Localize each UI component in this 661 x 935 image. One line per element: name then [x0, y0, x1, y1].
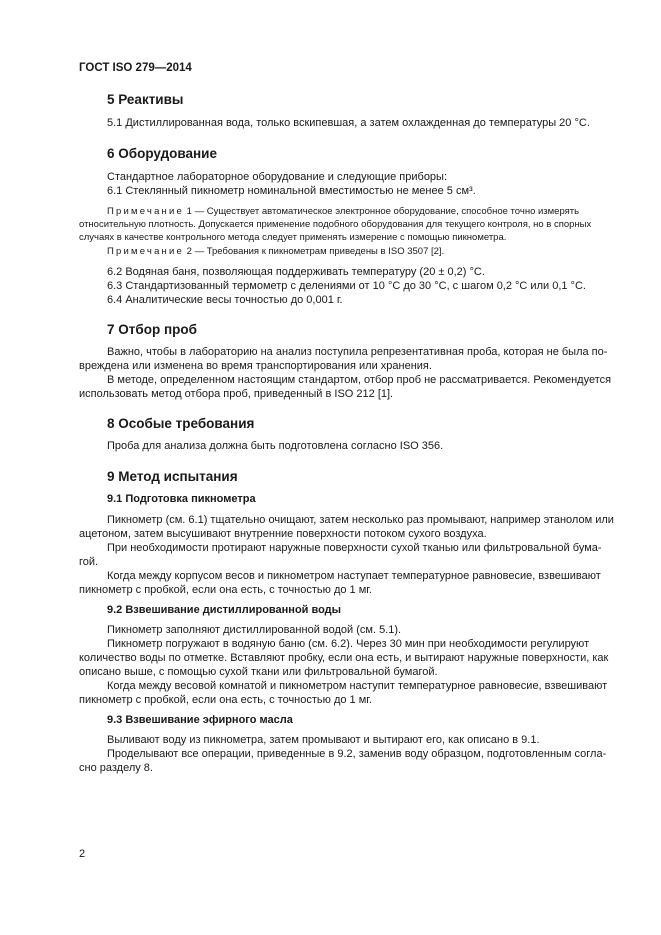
section-6-2-text: 6.2 Водяная баня, позволяющая поддерживать температуру (20 ± 0,2) °С. — [107, 266, 485, 278]
s91-para-c-line-1: Когда между корпусом весов и пикнометром наступает температурное равновесие, взвешивают — [107, 570, 601, 582]
s92-para-b-line-2: количество воды по отметке. Вставляют пробку, если она есть, и вытирают наружные поверхности, как — [79, 652, 609, 664]
section-5-1-text: 5.1 Дистиллированная вода, только вскипевшая, а затем охлажденная до температуры 20 °С. — [107, 117, 590, 129]
section-6-intro: Стандартное лабораторное оборудование и следующие приборы: — [107, 171, 448, 183]
section-7-heading: 7 Отбор проб — [107, 322, 197, 337]
section-8-text: Проба для анализа должна быть подготовлена согласно ISO 356. — [107, 440, 444, 452]
s91-para-c-line-2: пикнометр с пробкой, если она есть, с точностью до 1 мг. — [79, 584, 372, 596]
section-6-1-text: 6.1 Стеклянный пикнометр номинальной вместимостью не менее 5 см³. — [107, 185, 476, 197]
s92-para-c-line-1: Когда между весовой комнатой и пикнометром наступит температурное равновесие, взвешивают — [107, 680, 608, 692]
section-7-para-2-line-1: В методе, определенном настоящим стандартом, отбор проб не рассматривается. Рекомендуется — [107, 374, 612, 386]
note-2-text: 2 — Требования к пикнометрам приведены в ISO 3507 [2]. — [186, 246, 445, 257]
section-7-para-1-line-2: вреждена или изменена во время транспортирования или хранения. — [79, 360, 432, 372]
section-9-heading: 9 Метод испытания — [107, 469, 238, 484]
page-number: 2 — [79, 848, 86, 860]
document-code: ГОСТ ISO 279—2014 — [79, 62, 192, 74]
note-1-line-2: относительную плотность. Допускается применение подобного оборудования для текущего контроля, но в спорных — [79, 219, 592, 230]
note-1-line-1 — [107, 206, 579, 217]
text-run: Важно, чтобы в лабораторию на анализ поступила репрезентативная проба, которая не была по- — [107, 346, 608, 358]
note-1-label: Примечание — [107, 206, 184, 217]
note-1-line-3: случаях в качестве контрольного метода следует применять измерение с помощью пикнометра. — [79, 232, 507, 243]
section-6-heading: 6 Оборудование — [107, 146, 217, 161]
s92-para-b-line-3: описано выше, с помощью сухой ткани или фильтровальной бумагой. — [79, 666, 438, 678]
section-6-4-text: 6.4 Аналитические весы точностью до 0,001 г. — [107, 294, 343, 306]
s93-para-a: Выливают воду из пикнометра, затем промывают и вытирают его, как описано в 9.1. — [107, 734, 540, 746]
s92-para-c-line-2: пикнометр с пробкой, если она есть, с точностью до 1 мг. — [79, 694, 372, 706]
s93-para-b-line-2: сно разделу 8. — [79, 762, 153, 774]
section-9-1-heading: 9.1 Подготовка пикнометра — [107, 493, 256, 505]
s92-para-b-line-1: Пикнометр погружают в водяную баню (см. 6.2). Через 30 мин при необходимости регулируют — [107, 638, 590, 650]
section-7-para-2-line-2: использовать метод отбора проб, приведенный в ISO 212 [1]. — [79, 388, 394, 400]
note-1-text: 1 — Существует автоматическое электронное оборудование, способное точно измерять — [186, 206, 580, 217]
section-9-2-heading: 9.2 Взвешивание дистиллированной воды — [107, 604, 342, 616]
s91-para-a-line-1: Пикнометр (см. 6.1) тщательно очищают, затем несколько раз промывают, например этанолом или — [107, 514, 614, 526]
section-8-heading: 8 Особые требования — [107, 416, 255, 431]
s91-para-a-line-2: ацетоном, затем высушивают внутренние поверхности потоком сухого воздуха. — [79, 528, 487, 540]
section-9-3-heading: 9.3 Взвешивание эфирного масла — [107, 714, 293, 726]
s92-para-a: Пикнометр заполняют дистиллированной водой (см. 5.1). — [107, 624, 402, 636]
note-2 — [107, 246, 444, 257]
s91-para-b-line-2: гой. — [79, 556, 99, 568]
section-6-3-text: 6.3 Стандартизованный термометр с делениями от 10 °С до 30 °С, с шагом 0,2 °С или 0,1 °С. — [107, 280, 586, 292]
s93-para-b-line-1: Проделывают все операции, приведенные в 9.2, заменив воду образцом, подготовленным согла- — [107, 748, 607, 760]
note-2-label: Примечание — [107, 246, 184, 257]
section-7-para-1-line-1 — [107, 346, 608, 358]
section-5-heading: 5 Реактивы — [107, 92, 184, 107]
s91-para-b-line-1: При необходимости протирают наружные поверхности сухой тканью или фильтровальной бума- — [107, 542, 602, 554]
